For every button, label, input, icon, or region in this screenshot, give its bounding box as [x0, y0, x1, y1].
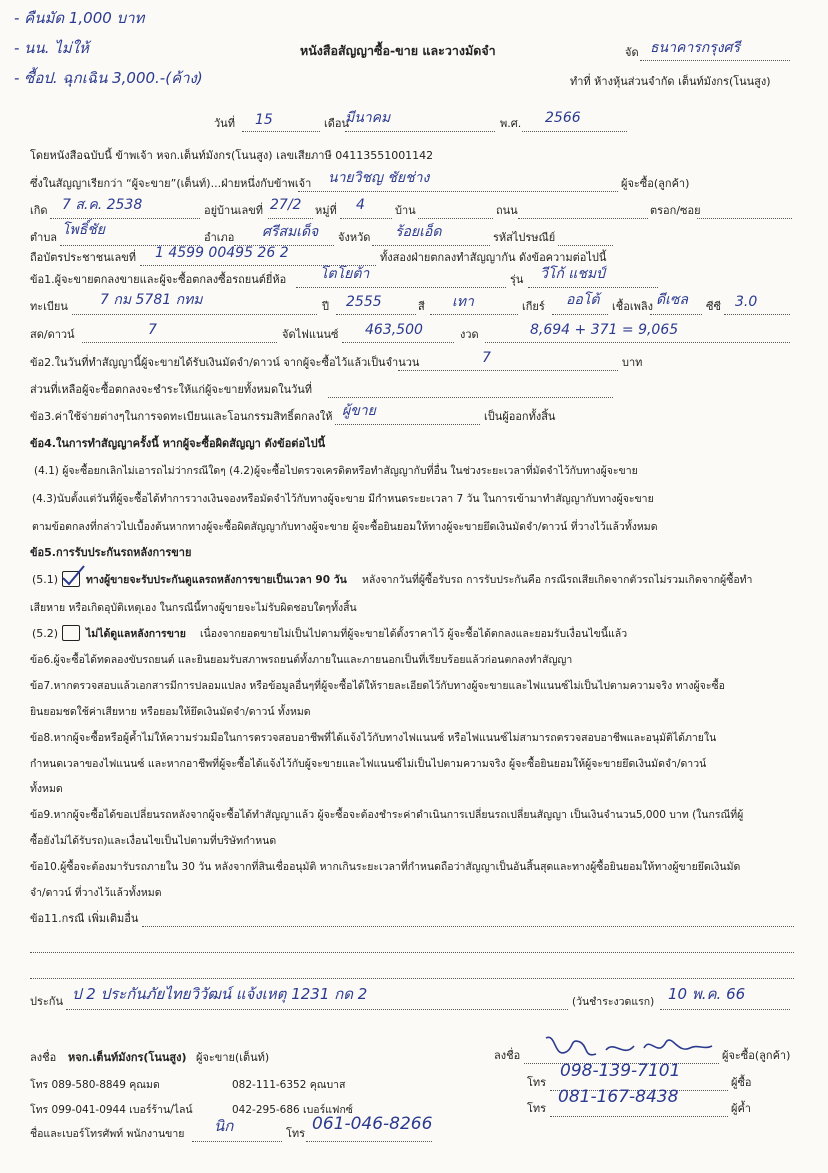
clause11: ข้อ11.กรณี เพิ่มเติมอื่น [30, 912, 139, 925]
id-label: ถือบัตรประชาชนเลขที่ [30, 251, 136, 264]
staff-name: นิก [214, 1117, 234, 1135]
id-suffix: ทั้งสองฝ่ายตกลงทำสัญญากัน ดังข้อความต่อไปนี้ [380, 251, 607, 264]
date-month-label: เดือน [324, 117, 350, 130]
clause3-value: ผู้ขาย [342, 403, 376, 419]
clause5-1-rest: หลังจากวันที่ผู้ซื้อรับรถ การรับประกันคือ กรณีรถเสียเกิดจากตัวรถไม่รวมเกิดจากผู้ซื้อทำ [362, 574, 753, 586]
document-title: หนังสือสัญญาซื้อ-ขาย และวางมัดจำ [300, 43, 496, 58]
guarantor-tel-value: 081-167-8438 [558, 1087, 679, 1107]
date-day-label: วันที่ [214, 117, 235, 130]
staff-tel-value: 061-046-8266 [312, 1114, 433, 1134]
seller-name: หจก.เต็นท์มังกร(โนนสูง) [68, 1051, 187, 1064]
down-value: 7 [148, 322, 157, 338]
car-brand: โตโยต้า [320, 266, 370, 282]
clause5-2-rest: เนื่องจากยอดขายไม่เป็นไปตามที่ผู้จะขายได้ตั้งราคาไว้ ผู้จะซื้อได้ตกลงและยอมรับเงื่อนไขนี้แล้ว [200, 628, 628, 640]
buyer-suffix: ผู้จะซื้อ(ลูกค้า) [621, 177, 690, 190]
first-due-label: (วันชำระงวดแรก) [572, 996, 655, 1008]
clause8c: ทั้งหมด [30, 783, 63, 795]
province-value: ร้อยเอ็ด [395, 224, 442, 240]
clause7a: ข้อ7.หากตรวจสอบแล้วเอกสารมีการปลอมแปลง หรือข้อมูลอื่นๆที่ผู้จะซื้อได้ให้รายละเอียดไว้กับทางผู้จะขายและไฟแนนซ์ไม่เป็นไปตามความจริง ทางผู้จะซื้อ [30, 680, 725, 692]
date-month: มีนาคม [345, 110, 391, 126]
gear-label: เกียร์ [522, 300, 545, 313]
clause5-2-bold: ไม่ได้ดูแลหลังการขาย [86, 628, 186, 640]
car-color: เทา [452, 294, 474, 310]
car-gear: ออโต้ [566, 292, 600, 308]
buyer-tel-label: โทร [527, 1076, 547, 1089]
clause3-suffix: เป็นผู้ออกทั้งสิ้น [484, 410, 556, 423]
buyer-name: นายวิชญ ชัยช่าง [328, 170, 430, 186]
tambon-label: ตำบล [30, 231, 58, 244]
date-year-label: พ.ศ. [500, 117, 522, 130]
first-due-value: 10 พ.ค. 66 [668, 985, 746, 1003]
seller-sign-label: ลงชื่อ [30, 1051, 57, 1064]
clause5-2-num: (5.2) [32, 627, 59, 640]
tambon-value: โพธิ์ชัย [62, 222, 105, 238]
down-label: สด/ดาวน์ [30, 328, 75, 341]
staff-tel-label: โทร [286, 1127, 306, 1140]
clause2-value: 7 [482, 350, 491, 366]
place-text: ทำที่ ห้างหุ้นส่วนจำกัด เต็นท์มังกร(โนนสูง) [570, 75, 771, 88]
year-label: ปี [322, 300, 329, 313]
clause2b-text: ส่วนที่เหลือผู้จะซื้อตกลงจะชำระให้แก่ผู้จะขายทั้งหมดในวันที่ [30, 383, 313, 396]
seller-role: ผู้จะขาย(เต็นท์) [196, 1051, 270, 1064]
date-year: 2566 [545, 110, 581, 126]
clause2-unit: บาท [622, 356, 643, 369]
clause9a: ข้อ9.หากผู้จะซื้อได้ขอเปลี่ยนรถหลังจากผู้จะซื้อได้ทำสัญญาแล้ว ผู้จะซื้อจะต้องชำระค่าดำเนินการเปลี่ยนรถเปลี่ยนสัญญา เป็นเงินจำนวน5,000 บาท (ในกรณีที่ผู้ [30, 809, 744, 821]
car-registration: 7 กม 5781 กทม [100, 292, 203, 308]
installment-value: 8,694 + 371 = 9,065 [530, 322, 679, 338]
buyer-prefix: ซึ่งในสัญญาเรียกว่า “ผู้จะขาย”(เต็นท์)...ฝ่ายหนึ่งกับข้าพเจ้า [30, 177, 312, 190]
contact-tel-4: 042-295-686 เบอร์แฟกซ์ [232, 1104, 353, 1116]
postal-label: รหัสไปรษณีย์ [493, 231, 556, 244]
amphoe-value: ศรีสมเด็จ [262, 224, 319, 240]
prop-value: ธนาคารกรุงศรี [650, 40, 740, 56]
contact-tel-3: โทร 099-041-0944 เบอร์ร้าน/ไลน์ [30, 1104, 193, 1116]
id-number: 1 4599 00495 26 2 [155, 245, 289, 261]
car-cc: 3.0 [735, 294, 758, 310]
moo-value: 4 [356, 197, 365, 213]
clause4-title: ข้อ4.ในการทำสัญญาครั้งนี้ หากผู้จะซื้อผิดสัญญา ดังข้อต่อไปนี้ [30, 437, 326, 450]
house-no: 27/2 [270, 197, 302, 213]
clause5-1b: เสียหาย หรือเกิดอุบัติเหตุเอง ในกรณีนี้ทางผู้ขายจะไม่รับผิดชอบใดๆทั้งสิ้น [30, 602, 357, 614]
born-label: เกิด [30, 204, 48, 217]
guarantor-tel-label: โทร [527, 1102, 547, 1115]
clause4-3b: ตามข้อตกลงที่กล่าวไปเบื้องต้นหากทางผู้จะซื้อผิดสัญญากับทางผู้จะขาย ผู้จะซื้อยินยอมให้ทางผู้จะขายยึดเงินมัดจำ/ดาวน์ ที่วางไว้แล้วทั้งหมด [32, 521, 658, 533]
car-model: วีโก้ แชมป์ [540, 266, 605, 282]
fuel-label: เชื้อเพลิง [612, 300, 653, 313]
buyer-role: ผู้จะซื้อ(ลูกค้า) [722, 1049, 791, 1062]
model-label: รุ่น [510, 273, 524, 286]
clause3-text: ข้อ3.ค่าใช้จ่ายต่างๆในการจดทะเบียนและโอนกรรมสิทธิ์ตกลงให้ [30, 410, 333, 423]
clause10a: ข้อ10.ผู้ซื้อจะต้องมารับรถภายใน 30 วัน หลังจากที่สินเชื่ออนุมัติ หากเกินระยะเวลาที่กำหนดถือว่าสัญญาเป็นอันสิ้นสุดและทางผู้ซื้อยินยอมให้ทางผู้ขายยึดเงินมัด [30, 861, 741, 873]
color-label: สี [418, 300, 425, 313]
born-value: 7 ส.ค. 2538 [62, 197, 143, 213]
guarantor-tel-suffix: ผู้ค้ำ [731, 1102, 751, 1115]
clause4-1: (4.1) ผู้จะซื้อยกเลิกไม่เอารถไม่ว่ากรณีใดๆ (4.2)ผู้จะซื้อไปตรวจเครดิตหรือทำสัญญากับที่อื่น ในช่วงระยะเวลาที่มัดจำไว้กับทางผู้จะขาย [34, 465, 638, 477]
buyer-tel-value: 098-139-7101 [560, 1061, 681, 1081]
clause1-prefix: ข้อ1.ผู้จะขายตกลงขายและผู้จะซื้อตกลงซื้อรถยนต์ยี่ห้อ [30, 273, 287, 286]
intro-text: โดยหนังสือฉบับนี้ ข้าพเจ้า หจก.เต็นท์มังกร(โนนสูง) เลขเสียภาษี 04113551001142 [30, 149, 434, 162]
moo-label: หมู่ที่ [315, 204, 337, 217]
staff-label: ชื่อและเบอร์โทรศัพท์ พนักงานขาย [30, 1128, 185, 1140]
clause7b: ยินยอมชดใช้ค่าเสียหาย หรือยอมให้ยึดเงินมัดจำ/ดาวน์ ทั้งหมด [30, 706, 311, 718]
clause5-1-num: (5.1) [32, 573, 59, 586]
clause2-text: ข้อ2.ในวันที่ทำสัญญานี้ผู้จะขายได้รับเงินมัดจำ/ดาวน์ จากผู้จะซื้อไว้แล้วเป็นจำนวน [30, 356, 420, 369]
road-label: ถนน [496, 204, 518, 217]
checkmark-icon [60, 564, 86, 588]
inst-label: งวด [460, 328, 479, 341]
finance-label: จัดไฟแนนซ์ [282, 328, 339, 341]
reg-label: ทะเบียน [30, 300, 68, 313]
clause8b: กำหนดเวลาของไฟแนนซ์ และหากอาชีพที่ผู้จะซื้อได้แจ้งไว้กับผู้จะขายและไฟแนนซ์ไม่เป็นไปตามความจริง ผู้จะซื้อยินยอมให้ผู้จะขายยึดเงินมัดจำ/ดาวน์ [30, 758, 707, 770]
note-line-2: - นน. ไม่ให้ [14, 39, 89, 57]
note-line-1: - คืนมัด 1,000 บาท [14, 9, 145, 27]
note-line-3: - ซื้อป. ฉุกเฉิน 3,000.-(ค้าง) [14, 69, 203, 87]
buyer-tel-suffix: ผู้ซื้อ [731, 1076, 752, 1089]
insurance-value: ป 2 ประกันภัยไทยวิวัฒน์ แจ้งเหตุ 1231 กด 2 [72, 985, 368, 1003]
clause5-1-bold: ทางผู้ขายจะรับประกันดูแลรถหลังการขายเป็นเวลา 90 วัน [86, 574, 347, 586]
contact-tel-2: 082-111-6352 คุณบาส [232, 1079, 346, 1091]
insurance-label: ประกัน [30, 995, 63, 1008]
car-fuel: ดีเซล [656, 292, 688, 308]
clause6: ข้อ6.ผู้จะซื้อได้ทดลองขับรถยนต์ และยินยอมรับสภาพรถยนต์ทั้งภายในและภายนอกเป็นที่เรียบร้อยแล้วก่อนตกลงทำสัญญา [30, 654, 573, 666]
clause8a: ข้อ8.หากผู้จะซื้อหรือผู้ค้ำไม่ให้ความร่วมมือในการตรวจสอบอาชีพที่ได้แจ้งไว้กับทางไฟแนนซ์ หรือไฟแนนซ์ไม่สามารถตรวจสอบอาชีพและอนุมัติได้ภายใน [30, 732, 717, 744]
finance-value: 463,500 [365, 322, 423, 338]
amphoe-label: อำเภอ [204, 231, 235, 244]
house-label: อยู่บ้านเลขที่ [204, 204, 264, 217]
province-label: จังหวัด [338, 231, 371, 244]
no-warranty-checkbox[interactable] [62, 625, 80, 641]
clause9b: ซื้อยังไม่ได้รับรถ)และเงื่อนไขเป็นไปตามที่บริษัทกำหนด [30, 835, 277, 847]
clause10b: จำ/ดาวน์ ที่วางไว้แล้วทั้งหมด [30, 887, 162, 899]
prop-label: จัด [625, 46, 639, 59]
clause4-3a: (4.3)นับตั้งแต่วันที่ผู้จะซื้อได้ทำการวางเงินจองหรือมัดจำไว้กับทางผู้จะขาย มีกำหนดระยะเวลา 7 วัน ในการเข้ามาทำสัญญากับทางผู้จะขาย [32, 493, 654, 505]
contact-tel-1: โทร 089-580-8849 คุณมด [30, 1079, 160, 1091]
soi-label: ตรอก/ซอย [650, 204, 701, 217]
clause5-title: ข้อ5.การรับประกันรถหลังการขาย [30, 546, 192, 559]
car-year: 2555 [346, 294, 382, 310]
buyer-sign-label: ลงชื่อ [494, 1049, 521, 1062]
cc-label: ซีซี [706, 300, 721, 313]
date-day: 15 [255, 112, 273, 128]
ban-label: บ้าน [395, 204, 416, 217]
